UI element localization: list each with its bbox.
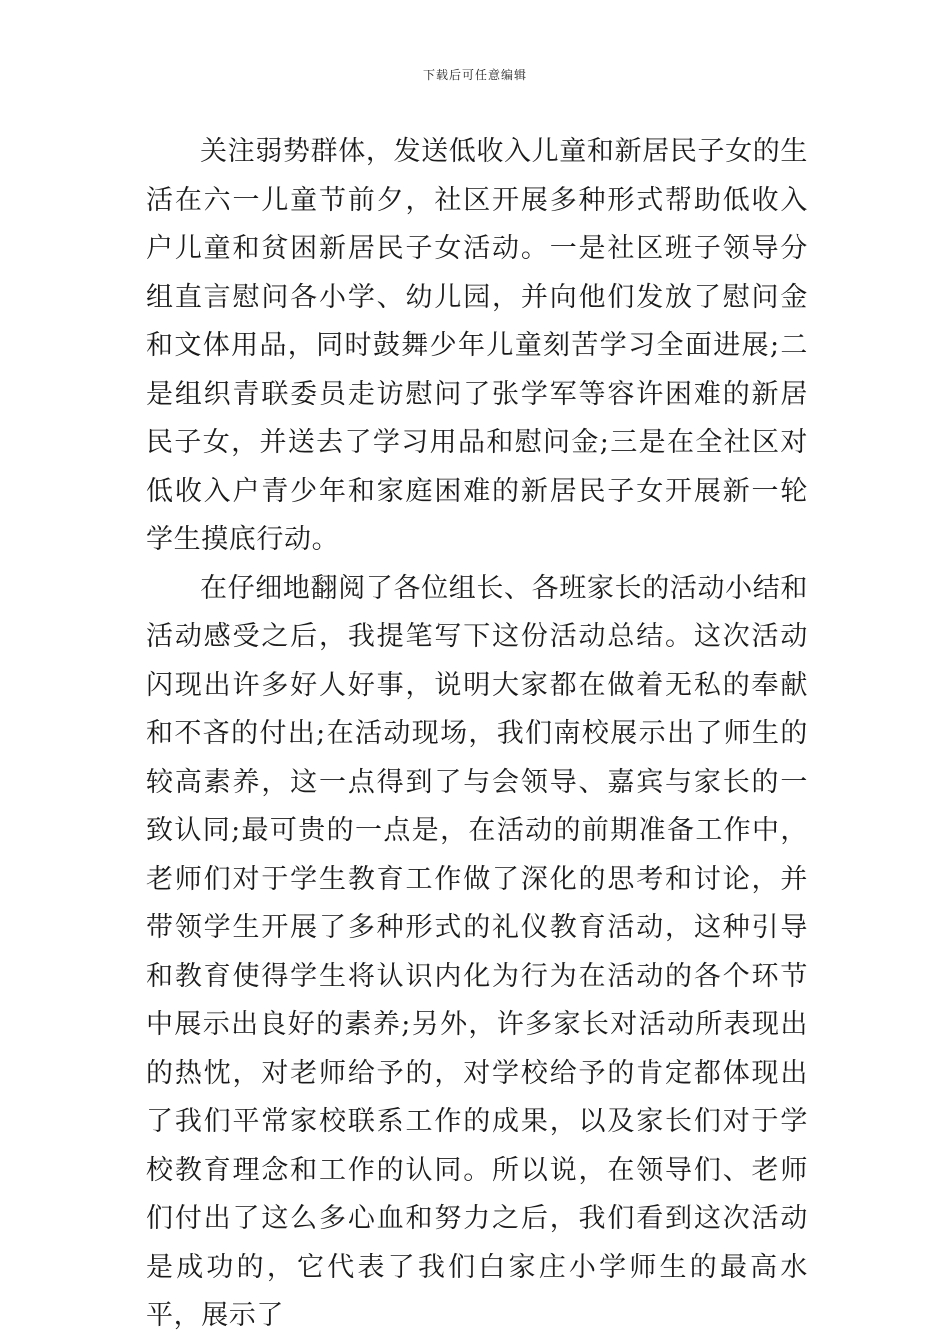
document-body xyxy=(146,128,808,1341)
page-header: 下载后可任意编辑 xyxy=(422,68,527,82)
paragraph-1: 关注弱势群体，发送低收入儿童和新居民子女的生活在六一儿童节前夕，社区开展多种形式帮助低收入户儿童和贫困新居民子女活动。一是社区班子领导分组直言慰问各小学、幼儿园，并向他们发放了慰问金和文体用品，同时鼓舞少年儿童刻苦学习全面进展;二是组织青联委员走访慰问了张学军等容许困难的新居民子女，并送去了学习用品和慰问金;三是在全社区对低收入户青少年和家庭困难的新居民子女开展新一轮学生摸底行动。 xyxy=(146,136,808,555)
paragraph-2: 在仔细地翻阅了各位组长、各班家长的活动小结和活动感受之后，我提笔写下这份活动总结。这次活动闪现出许多好人好事，说明大家都在做着无私的奉献和不吝的付出;在活动现场，我们南校展示出了师生的较高素养，这一点得到了与会领导、嘉宾与家长的一致认同;最可贵的一点是，在活动的前期准备工作中，老师们对于学生教育工作做了深化的思考和讨论，并带领学生开展了多种形式的礼仪教育活动，这种引导和教育使得学生将认识内化为行为在活动的各个环节中展示出良好的素养;另外，许多家长对活动所表现出的热忱，对老师给予的，对学校给予的肯定都体现出了我们平常家校联系工作的成果，以及家长们对于学校教育理念和工作的认同。所以说，在领导们、老师们付出了这么多心血和努力之后，我们看到这次活动是成功的，它代表了我们白家庄小学师生的最高水平，展示了 xyxy=(146,572,808,1331)
